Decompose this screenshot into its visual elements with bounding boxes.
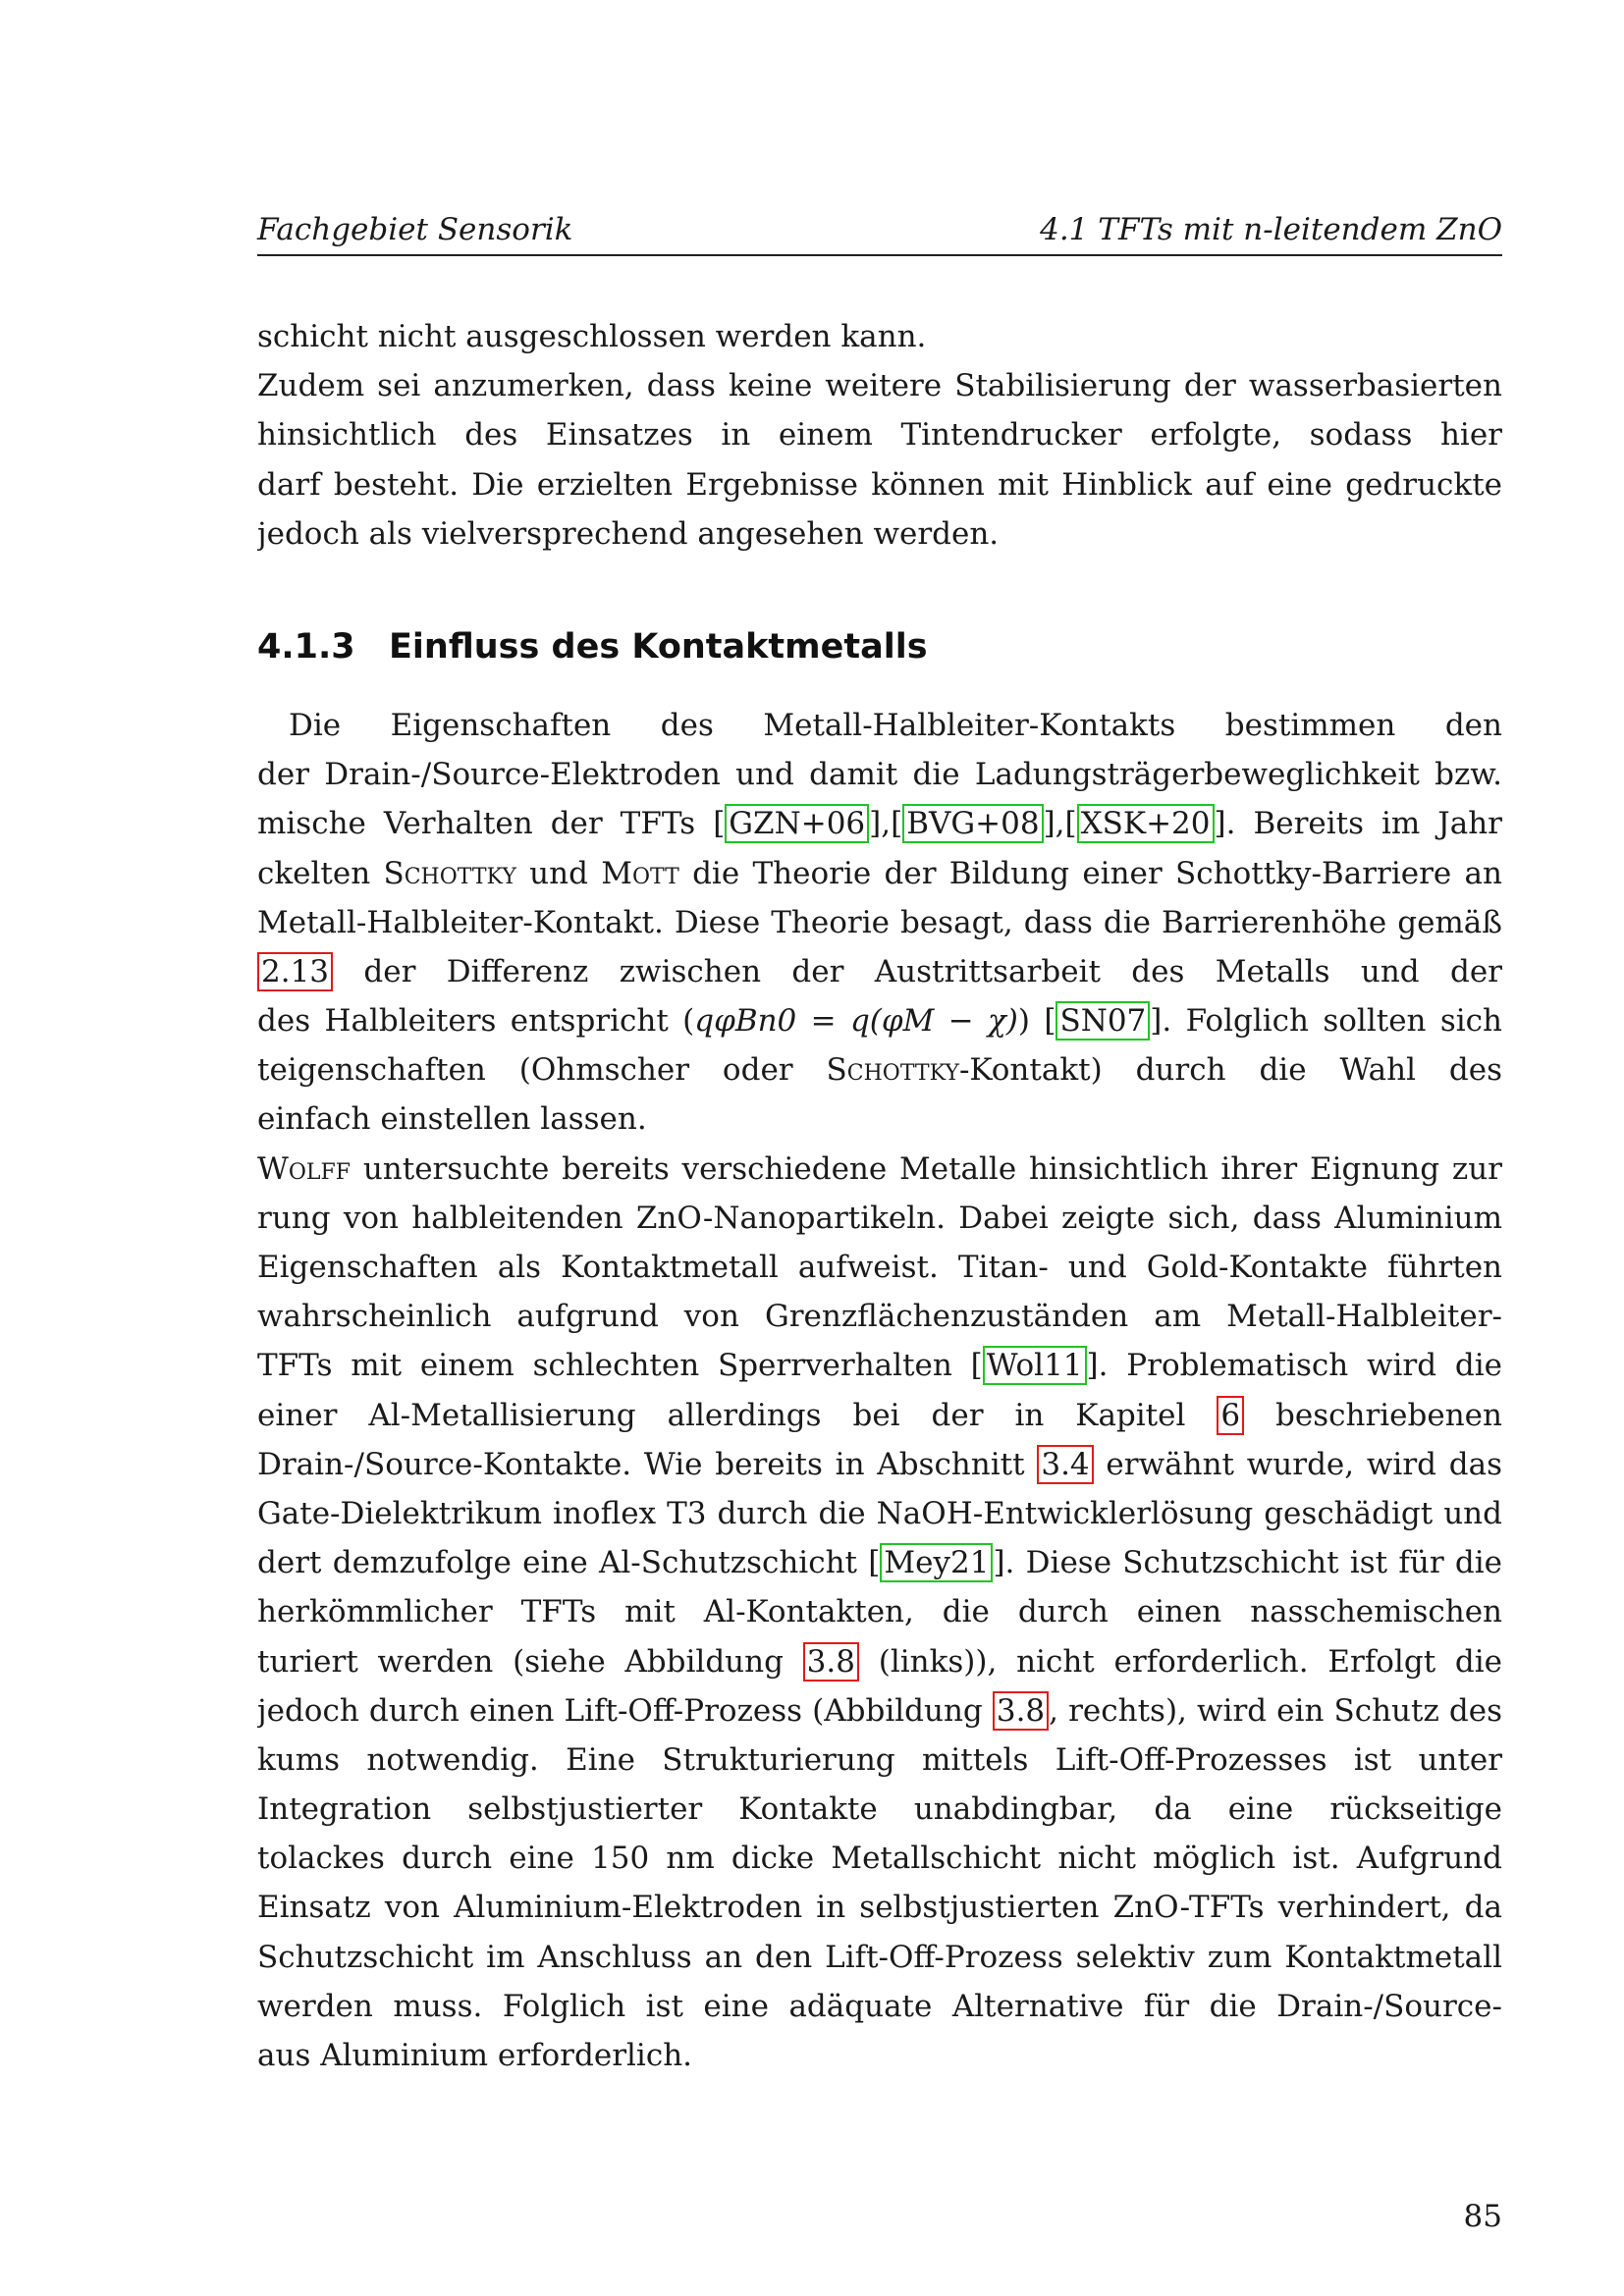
paragraph-line: turiert werden (siehe Abbildung 3.8 (links)), nicht erforderlich. Erfolgt die xyxy=(257,1643,1502,1680)
paragraph-line: der Drain-/Source-Elektroden und damit die Ladungsträgerbeweglichkeit bzw. xyxy=(257,757,1502,793)
paragraph-line: TFTs mit einem schlechten Sperrverhalten [ Wol11 ]. Problematisch wird die xyxy=(257,1348,1502,1384)
author-name: Schottky xyxy=(383,855,516,891)
intro-line: Zudem sei anzumerken, dass keine weitere Stabilisierung der wasserbasierten xyxy=(257,368,1502,404)
paragraph-line: Metall-Halbleiter-Kontakt. Diese Theorie besagt, dass die Barrierenhöhe gemäß xyxy=(257,904,1502,940)
citation-link[interactable]: BVG+08 xyxy=(902,804,1043,843)
citation-link[interactable]: XSK+20 xyxy=(1077,804,1215,843)
paragraph-line: wahrscheinlich aufgrund von Grenzflächenzuständen am Metall-Halbleiter- xyxy=(257,1299,1502,1335)
chapter-reference-link[interactable]: 6 xyxy=(1217,1396,1244,1435)
citation-link[interactable]: Mey21 xyxy=(880,1543,993,1582)
paragraph-line: ckelten Schottky und Mott die Theorie der Bildung einer Schottky-Barriere an xyxy=(257,855,1502,891)
paragraph-line: mische Verhalten der TFTs [ GZN+06 ],[ BVG+08 ],[ XSK+20 ]. Bereits im Jahr xyxy=(257,806,1502,842)
paragraph-line: Integration selbstjustierter Kontakte unabdingbar, da eine rückseitige xyxy=(257,1791,1502,1828)
paragraph-line: Wolff untersuchte bereits verschiedene Metalle hinsichtlich ihrer Eignung zur xyxy=(257,1150,1502,1187)
paragraph-line: dert demzufolge eine Al-Schutzschicht [ Mey21 ]. Diese Schutzschicht ist für die xyxy=(257,1545,1502,1581)
paragraph-line: Einsatz von Aluminium-Elektroden in selbstjustierten ZnO-TFTs verhindert, da xyxy=(257,1890,1502,1926)
paragraph-line: Eigenschaften als Kontaktmetall aufweist. Titan- und Gold-Kontakte führten xyxy=(257,1250,1502,1285)
section-heading xyxy=(257,616,1502,677)
paragraph-line: jedoch durch einen Lift-Off-Prozess (Abbildung 3.8 , rechts), wird ein Schutz des xyxy=(257,1692,1502,1729)
paragraph-line: tolackes durch eine 150 nm dicke Metallschicht nicht möglich ist. Aufgrund xyxy=(257,1841,1502,1877)
paragraph-line: herkömmlicher TFTs mit Al-Kontakten, die durch einen nasschemischen xyxy=(257,1594,1502,1630)
paragraph-line: einer Al-Metallisierung allerdings bei der in Kapitel 6 beschriebenen xyxy=(257,1397,1502,1433)
author-name: Mott xyxy=(601,855,679,891)
paragraph-line: einfach einstellen lassen. xyxy=(257,1101,647,1138)
header-right: 4.1 TFTs mit n-leitendem ZnO xyxy=(1040,212,1502,247)
paragraph-line: rung von halbleitenden ZnO-Nanopartikeln. Dabei zeigte sich, dass Aluminium xyxy=(257,1200,1502,1236)
page-number: 85 xyxy=(1463,2199,1502,2234)
paragraph-line: werden muss. Folglich ist eine adäquate Alternative für die Drain-/Source- xyxy=(257,1988,1502,2024)
author-name: Schottky xyxy=(826,1052,959,1089)
paragraph-line: kums notwendig. Eine Strukturierung mittels Lift-Off-Prozesses ist unter xyxy=(257,1741,1502,1778)
figure-reference-link[interactable]: 3.8 xyxy=(803,1642,859,1682)
citation-link[interactable]: GZN+06 xyxy=(725,804,869,843)
intro-line: jedoch als vielversprechend angesehen werden. xyxy=(257,515,1000,552)
section-title: Einfluss des Kontaktmetalls xyxy=(389,626,928,667)
author-name: Wolff xyxy=(257,1150,352,1187)
citation-link[interactable]: SN07 xyxy=(1056,1001,1150,1041)
section-reference-link[interactable]: 3.4 xyxy=(1037,1445,1093,1484)
equation-reference-link[interactable]: 2.13 xyxy=(257,952,333,991)
paragraph-line: Die Eigenschaften des Metall-Halbleiter-Kontakts bestimmen den xyxy=(289,707,1502,743)
citation-link[interactable]: Wol11 xyxy=(983,1346,1087,1385)
header-left: Fachgebiet Sensorik xyxy=(257,212,573,247)
paragraph-line: Schutzschicht im Anschluss an den Lift-Off-Prozess selektiv zum Kontaktmetall xyxy=(257,1939,1502,1975)
paragraph-line: Gate-Dielektrikum inoflex T3 durch die NaOH-Entwicklerlösung geschädigt und xyxy=(257,1495,1502,1531)
page-body xyxy=(257,312,1502,2080)
figure-reference-link[interactable]: 3.8 xyxy=(993,1691,1049,1731)
paragraph-line: 2.13 der Differenz zwischen der Austrittsarbeit des Metalls und der xyxy=(257,947,1502,996)
paragraph-line: des Halbleiters entspricht (qφBn0 = q(φM − χ)) [ SN07 ]. Folglich sollten sich xyxy=(257,1003,1502,1040)
intro-line: schicht nicht ausgeschlossen werden kann. xyxy=(257,319,927,354)
paragraph-line: teigenschaften (Ohmscher oder Schottky-Kontakt) durch die Wahl des xyxy=(257,1052,1502,1089)
intro-line: hinsichtlich des Einsatzes in einem Tintendrucker erfolgte, sodass hier xyxy=(257,417,1502,454)
paragraph-line: aus Aluminium erforderlich. xyxy=(257,2038,693,2073)
running-header xyxy=(257,210,1502,249)
paragraph-line: Drain-/Source-Kontakte. Wie bereits in Abschnitt 3.4 erwähnt wurde, wird das xyxy=(257,1446,1502,1482)
section-number: 4.1.3 xyxy=(257,626,355,667)
intro-line: darf besteht. Die erzielten Ergebnisse können mit Hinblick auf eine gedruckte xyxy=(257,466,1502,503)
barrier-height-formula: qφBn0 = q(φM − χ) xyxy=(694,1003,1018,1040)
header-rule xyxy=(257,254,1502,256)
